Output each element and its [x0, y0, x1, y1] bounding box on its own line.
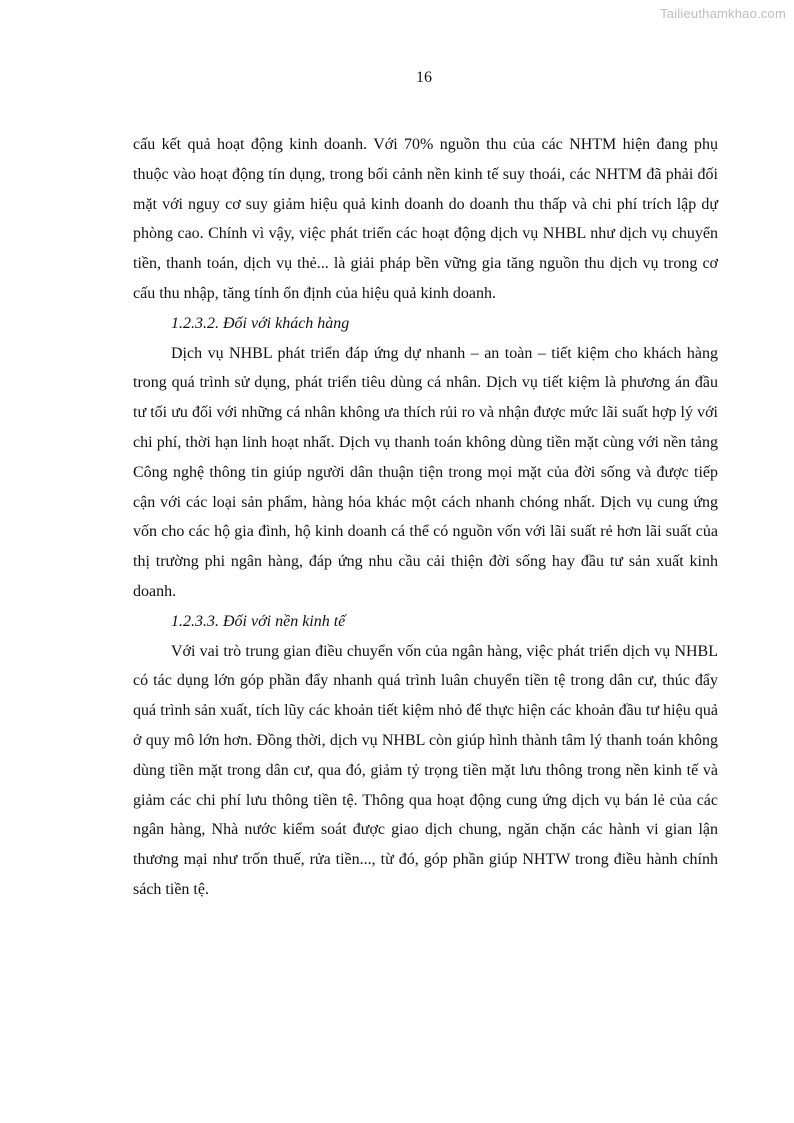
paragraph-customers: Dịch vụ NHBL phát triển đáp ứng dự nhanh – an toàn – tiết kiệm cho khách hàng trong quá trình sử dụng, phát triển tiêu dùng cá nhân. Dịch vụ tiết kiệm là phương án đầu tư tối ưu đối với những cá nhân không ưa thích rủi ro và nhận được mức lãi suất hợp lý với chi phí, thời hạn linh hoạt nhất. Dịch vụ thanh toán không dùng tiền mặt cùng với nền tảng Công nghệ thông tin giúp người dân thuận tiện trong mọi mặt của đời sống và được tiếp cận với các loại sản phẩm, hàng hóa khác một cách nhanh chóng nhất. Dịch vụ cung ứng vốn cho các hộ gia đình, hộ kinh doanh cá thể có nguồn vốn với lãi suất rẻ hơn lãi suất của thị trường phi ngân hàng, đáp ứng nhu cầu cải thiện đời sống hay đầu tư sản xuất kinh doanh.: [133, 344, 718, 600]
paragraph-economy: Với vai trò trung gian điều chuyển vốn của ngân hàng, việc phát triển dịch vụ NHBL có tác dụng lớn góp phần đẩy nhanh quá trình luân chuyển tiền tệ trong dân cư, thúc đẩy quá trình sản xuất, tích lũy các khoản tiết kiệm nhỏ để thực hiện các khoản đầu tư hiệu quả ở quy mô lớn hơn. Đồng thời, dịch vụ NHBL còn giúp hình thành tâm lý thanh toán không dùng tiền mặt trong dân cư, qua đó, giảm tỷ trọng tiền mặt lưu thông trong nền kinh tế và giảm các chi phí lưu thông tiền tệ. Thông qua hoạt động cung ứng dịch vụ bán lẻ của các ngân hàng, Nhà nước kiểm soát được giao dịch chung, ngăn chặn các hành vi gian lận thương mại như trốn thuế, rửa tiền..., từ đó, góp phần giúp NHTW trong điều hành chính sách tiền tệ.: [133, 642, 718, 898]
document-body: [133, 130, 718, 905]
section-heading-customers: 1.2.3.2. Đối với khách hàng: [171, 314, 350, 332]
page-number: 16: [416, 69, 432, 86]
watermark-text: Tailieuthamkhao.com: [660, 6, 786, 21]
paragraph-continuation: cấu kết quả hoạt động kinh doanh. Với 70% nguồn thu của các NHTM hiện đang phụ thuộc vào hoạt động tín dụng, trong bối cảnh nền kinh tế suy thoái, các NHTM đã phải đối mặt với nguy cơ suy giảm hiệu quả kinh doanh do doanh thu thấp và chi phí trích lập dự phòng cao. Chính vì vậy, việc phát triển các hoạt động dịch vụ NHBL như dịch vụ chuyển tiền, thanh toán, dịch vụ thẻ... là giải pháp bền vững gia tăng nguồn thu dịch vụ trong cơ cấu thu nhập, tăng tính ổn định của hiệu quả kinh doanh.: [133, 136, 718, 302]
section-heading-economy: 1.2.3.3. Đối với nền kinh tế: [171, 612, 346, 630]
